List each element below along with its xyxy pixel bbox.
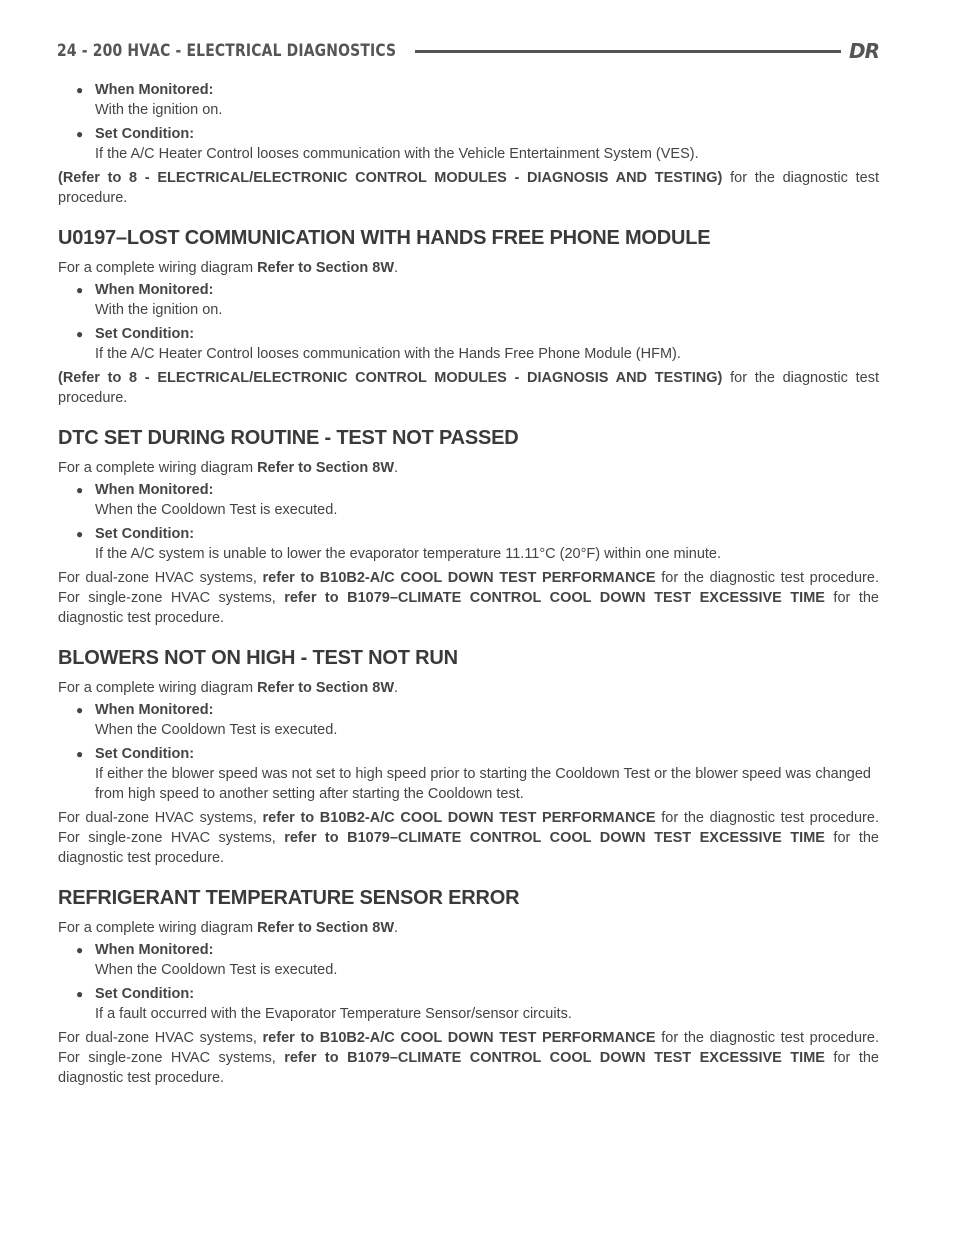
paragraph-text: For a complete wiring diagram (58, 260, 258, 276)
bullet-label: When Monitored: (95, 942, 214, 958)
paragraph-text: for the diagnostic test procedure. For single-zone HVAC systems, (58, 810, 879, 846)
procedure-reference (58, 368, 879, 408)
page-header-title: 24 - 200 HVAC - ELECTRICAL DIAGNOSTICS (57, 41, 397, 61)
cross-reference-link[interactable]: refer to B10B2-A/C COOL DOWN TEST PERFORMANCE (262, 810, 656, 826)
section-heading: U0197–LOST COMMUNICATION WITH HANDS FREE PHONE MODULE (58, 227, 711, 249)
list-item (58, 280, 879, 320)
paragraph-text: for the diagnostic test procedure. (58, 1050, 879, 1086)
page-content (58, 80, 879, 1088)
cross-reference-link[interactable]: refer to B10B2-A/C COOL DOWN TEST PERFORMANCE (262, 570, 656, 586)
bullet-label: When Monitored: (95, 282, 214, 298)
list-item (58, 480, 879, 520)
procedure-reference (58, 1028, 879, 1088)
bullet-text: If either the blower speed was not set to high speed prior to starting the Cooldown Test or the blower speed was changed from high speed to another setting after starting the Cooldown test. (95, 766, 871, 802)
bullet-text: When the Cooldown Test is executed. (95, 722, 338, 738)
wiring-diagram-note (58, 918, 879, 938)
paragraph-text: for the diagnostic test procedure. For single-zone HVAC systems, (58, 1030, 879, 1066)
paragraph-text: For dual-zone HVAC systems, (58, 570, 263, 586)
paragraph-text: for the diagnostic test procedure. (58, 370, 879, 406)
bullet-text: If the A/C Heater Control looses communication with the Vehicle Entertainment System (VES). (95, 146, 699, 162)
bullet-text: If a fault occurred with the Evaporator Temperature Sensor/sensor circuits. (95, 1006, 572, 1022)
bullet-icon: ● (76, 327, 84, 341)
section-heading: DTC SET DURING ROUTINE - TEST NOT PASSED (58, 427, 519, 449)
paragraph-text: for the diagnostic test procedure. For single-zone HVAC systems, (58, 570, 879, 606)
wiring-diagram-note (58, 458, 879, 478)
list-item (58, 80, 879, 120)
bullet-icon: ● (76, 283, 84, 297)
bullet-icon: ● (76, 747, 84, 761)
bullet-text: With the ignition on. (95, 302, 223, 318)
paragraph-text: For a complete wiring diagram (58, 460, 258, 476)
section-heading: REFRIGERANT TEMPERATURE SENSOR ERROR (58, 887, 520, 909)
list-item (58, 324, 879, 364)
bullet-icon: ● (76, 83, 84, 97)
bullet-label: When Monitored: (95, 482, 214, 498)
bullet-label: When Monitored: (95, 702, 214, 718)
bullet-icon: ● (76, 987, 84, 1001)
paragraph-text: For dual-zone HVAC systems, (58, 1030, 263, 1046)
bullet-icon: ● (76, 483, 84, 497)
paragraph-text: . (394, 680, 399, 696)
procedure-reference (58, 568, 879, 628)
bullet-label: When Monitored: (95, 82, 214, 98)
paragraph-text: for the diagnostic test procedure. (58, 590, 879, 626)
cross-reference-link[interactable]: Refer to Section 8W (257, 920, 395, 936)
cross-reference-link[interactable]: refer to B1079–CLIMATE CONTROL COOL DOWN TEST EXCESSIVE TIME (284, 590, 825, 606)
paragraph-text: . (394, 260, 399, 276)
procedure-reference (58, 168, 879, 208)
list-item (58, 700, 879, 740)
paragraph-text: . (394, 920, 399, 936)
bullet-label: Set Condition: (95, 746, 195, 762)
paragraph-text: for the diagnostic test procedure. (58, 830, 879, 866)
list-item (58, 744, 879, 804)
bullet-icon: ● (76, 703, 84, 717)
paragraph-text: For dual-zone HVAC systems, (58, 810, 263, 826)
wiring-diagram-note (58, 258, 879, 278)
bullet-text: When the Cooldown Test is executed. (95, 502, 338, 518)
bullet-icon: ● (76, 943, 84, 957)
cross-reference-link[interactable]: (Refer to 8 - ELECTRICAL/ELECTRONIC CONTROL MODULES - DIAGNOSIS AND TESTING) (58, 370, 723, 386)
cross-reference-link[interactable]: refer to B1079–CLIMATE CONTROL COOL DOWN TEST EXCESSIVE TIME (284, 830, 825, 846)
cross-reference-link[interactable]: refer to B1079–CLIMATE CONTROL COOL DOWN TEST EXCESSIVE TIME (284, 1050, 825, 1066)
bullet-label: Set Condition: (95, 126, 195, 142)
bullet-icon: ● (76, 527, 84, 541)
bullet-text: With the ignition on. (95, 102, 223, 118)
paragraph-text: For a complete wiring diagram (58, 680, 258, 696)
brand-logo: DR (848, 39, 879, 63)
list-item (58, 940, 879, 980)
cross-reference-link[interactable]: Refer to Section 8W (257, 460, 395, 476)
bullet-label: Set Condition: (95, 986, 195, 1002)
list-item (58, 984, 879, 1024)
cross-reference-link[interactable]: Refer to Section 8W (257, 680, 395, 696)
header-rule (415, 50, 841, 53)
bullet-label: Set Condition: (95, 326, 195, 342)
bullet-text: If the A/C system is unable to lower the evaporator temperature 11.11°C (20°F) within one minute. (95, 546, 722, 562)
list-item (58, 524, 879, 564)
section-heading: BLOWERS NOT ON HIGH - TEST NOT RUN (58, 647, 458, 669)
bullet-text: When the Cooldown Test is executed. (95, 962, 338, 978)
bullet-icon: ● (76, 127, 84, 141)
page-header (57, 38, 879, 64)
list-item (58, 124, 879, 164)
cross-reference-link[interactable]: refer to B10B2-A/C COOL DOWN TEST PERFORMANCE (262, 1030, 656, 1046)
bullet-label: Set Condition: (95, 526, 195, 542)
paragraph-text: . (394, 460, 399, 476)
paragraph-text: For a complete wiring diagram (58, 920, 258, 936)
bullet-text: If the A/C Heater Control looses communication with the Hands Free Phone Module (HFM). (95, 346, 681, 362)
procedure-reference (58, 808, 879, 868)
cross-reference-link[interactable]: Refer to Section 8W (257, 260, 395, 276)
wiring-diagram-note (58, 678, 879, 698)
paragraph-text: for the diagnostic test procedure. (58, 170, 879, 206)
cross-reference-link[interactable]: (Refer to 8 - ELECTRICAL/ELECTRONIC CONTROL MODULES - DIAGNOSIS AND TESTING) (58, 170, 723, 186)
